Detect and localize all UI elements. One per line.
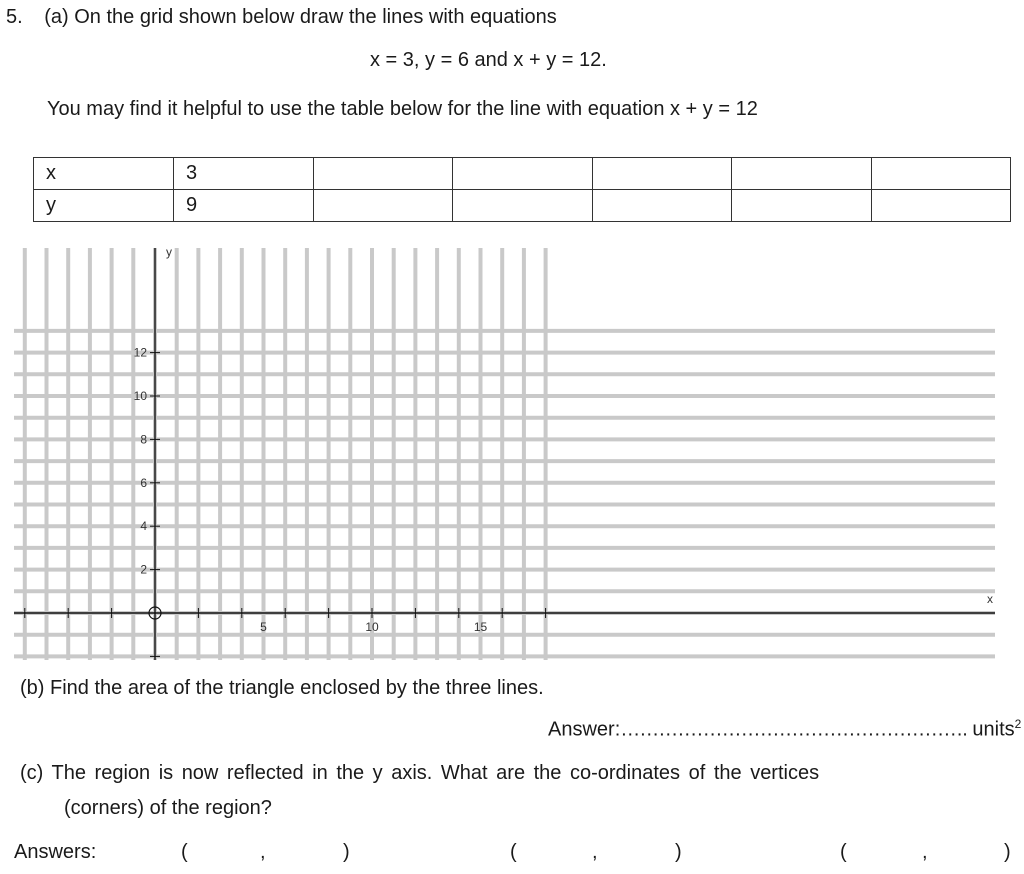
area-answer-line[interactable] xyxy=(548,717,1021,742)
part-b-text: (b) Find the area of the triangle enclosed by the three lines. xyxy=(20,677,544,699)
y-tick-label: 12 xyxy=(133,345,147,360)
answer-label: Answer: xyxy=(548,718,621,741)
x-tick-label: 10 xyxy=(365,620,379,634)
coordinate-grid[interactable] xyxy=(0,240,1024,665)
table-cell[interactable] xyxy=(313,190,453,222)
table-label-y: y xyxy=(34,190,174,222)
part-c-text: (c) The region is now reflected in the y axis. What are the co-ordinates of the vertices xyxy=(20,762,820,784)
x-axis-label: x xyxy=(987,592,993,606)
y-tick-label: 8 xyxy=(140,432,147,447)
y-tick-label: 4 xyxy=(140,519,147,534)
table-cell[interactable] xyxy=(732,158,872,190)
answers-label: Answers: xyxy=(14,841,97,863)
table-cell[interactable] xyxy=(871,190,1011,222)
answer-pair-3-comma: , xyxy=(922,841,928,863)
answer-pair-2-comma: , xyxy=(592,841,598,863)
answer-dots: ………………………………………………. xyxy=(620,718,967,741)
equations-text: x = 3, y = 6 and x + y = 12. xyxy=(370,49,607,71)
y-tick-label: 6 xyxy=(140,475,147,490)
question-number: 5. xyxy=(6,6,23,28)
y-axis-label: y xyxy=(166,245,172,259)
answer-pair-2-close: ) xyxy=(675,841,682,863)
answer-pair-1-open: ( xyxy=(181,841,188,863)
table-cell[interactable]: 3 xyxy=(174,158,314,190)
answer-pair-3-close: ) xyxy=(1004,841,1011,863)
values-table xyxy=(33,157,1011,222)
answer-pair-1-close: ) xyxy=(343,841,350,863)
table-cell[interactable]: 9 xyxy=(174,190,314,222)
part-c-text-cont: (corners) of the region? xyxy=(64,797,272,819)
table-cell[interactable] xyxy=(453,190,593,222)
x-tick-label: 5 xyxy=(260,620,267,634)
question-header xyxy=(6,6,557,29)
units-label: units xyxy=(972,718,1015,741)
helper-text: You may find it helpful to use the table below for the line with equation x + y = 12 xyxy=(47,98,758,120)
table-row-y xyxy=(34,190,1011,222)
table-cell[interactable] xyxy=(732,190,872,222)
table-cell[interactable] xyxy=(871,158,1011,190)
y-tick-label: 10 xyxy=(133,389,147,403)
x-tick-label: 15 xyxy=(473,620,488,634)
part-a-text: (a) On the grid shown below draw the lines with equations xyxy=(44,6,557,28)
units-superscript: 2 xyxy=(1014,717,1022,731)
answer-pair-2-open: ( xyxy=(510,841,517,863)
table-cell[interactable] xyxy=(453,158,593,190)
answer-pair-3-open: ( xyxy=(840,841,847,863)
table-cell[interactable] xyxy=(592,190,732,222)
y-tick-label: 2 xyxy=(140,562,147,577)
answer-pair-1-comma: , xyxy=(260,841,266,863)
table-row-x xyxy=(34,158,1011,190)
table-label-x: x xyxy=(34,158,174,190)
table-cell[interactable] xyxy=(313,158,453,190)
table-cell[interactable] xyxy=(592,158,732,190)
